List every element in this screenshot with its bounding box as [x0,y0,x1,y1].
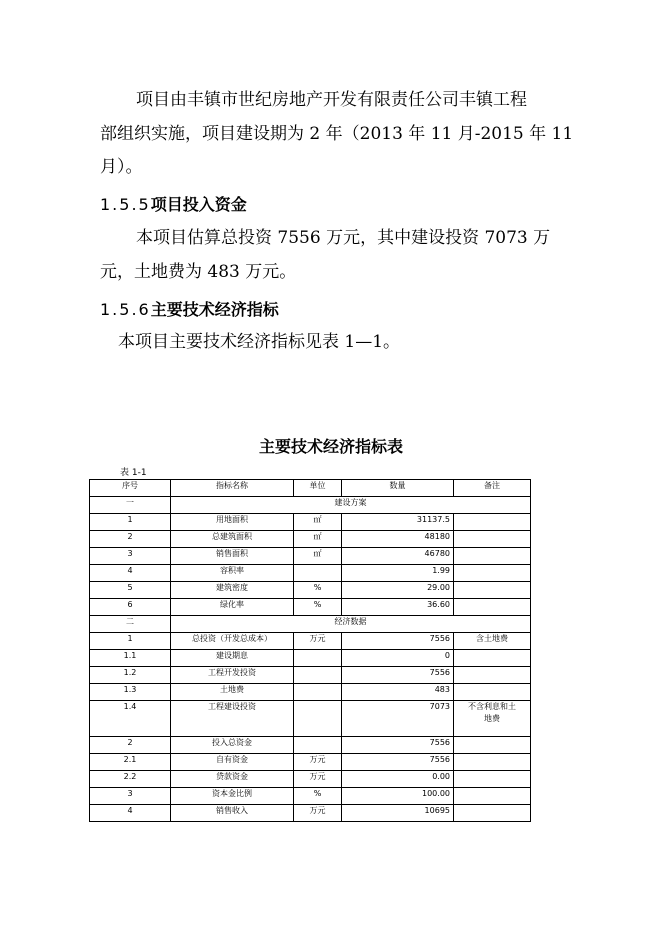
cell-unit: 万元 [294,771,342,788]
table-row [90,633,531,650]
table-label: 表 1-1 [120,468,147,478]
cell-no: 6 [90,599,171,616]
cell-no: 2.2 [90,771,171,788]
cell-qty: 1.99 [342,565,454,582]
cell-note [454,771,531,788]
cell-name: 用地面积 [171,514,294,531]
cell-name: 容积率 [171,565,294,582]
cell-note [454,788,531,805]
cell-name: 总投资（开发总成本） [171,633,294,650]
section-name: 经济数据 [171,616,531,633]
table-row [90,667,531,684]
table-row [90,650,531,667]
section-name: 建设方案 [171,497,531,514]
heading-1-5-6-text: 主要技术经济指标 [150,300,279,319]
cell-name: 绿化率 [171,599,294,616]
heading-1-5-5-text: 项目投入资金 [150,195,247,214]
cell-note-line-1: 不含利息和土 [468,702,516,711]
header-cell: 单位 [294,480,342,497]
header-cell: 指标名称 [171,480,294,497]
cell-note [454,548,531,565]
cell-qty: 100.00 [342,788,454,805]
table-row [90,531,531,548]
cell-unit [294,667,342,684]
cell-qty: 483 [342,684,454,701]
paragraph-2-line-2: 元，土地费为 483 万元。 [100,262,297,282]
cell-name: 建设期息 [171,650,294,667]
table-row [90,771,531,788]
cell-name: 总建筑面积 [171,531,294,548]
cell-note [454,701,531,737]
cell-unit: 万元 [294,633,342,650]
cell-name: 土地费 [171,684,294,701]
cell-unit [294,737,342,754]
table-row [90,582,531,599]
cell-note [454,582,531,599]
table-row [90,737,531,754]
cell-no: 1.1 [90,650,171,667]
heading-1-5-6-number: 1.5.6 [100,300,151,319]
cell-qty: 36.60 [342,599,454,616]
cell-qty: 31137.5 [342,514,454,531]
cell-no: 2 [90,531,171,548]
cell-no: 3 [90,788,171,805]
cell-no: 2.1 [90,754,171,771]
cell-qty: 46780 [342,548,454,565]
table-header-row [90,480,531,497]
cell-qty: 7556 [342,667,454,684]
cell-note [454,531,531,548]
cell-no: 1.3 [90,684,171,701]
cell-unit: 万元 [294,805,342,822]
cell-unit [294,684,342,701]
paragraph-2-line-1: 本项目估算总投资 7556 万元，其中建设投资 7073 万 [136,228,551,248]
indicator-table [89,479,531,822]
cell-no: 4 [90,805,171,822]
cell-no: 1.2 [90,667,171,684]
heading-1-5-6 [100,297,279,320]
cell-note [454,650,531,667]
table-row [90,788,531,805]
cell-name: 工程开发投资 [171,667,294,684]
header-cell: 备注 [454,480,531,497]
cell-name: 工程建设投资 [171,701,294,737]
cell-unit: ㎡ [294,548,342,565]
paragraph-3-line-1: 本项目主要技术经济指标见表 1—1。 [118,332,401,352]
cell-unit: % [294,788,342,805]
cell-note [454,667,531,684]
table-title: 主要技术经济指标表 [258,437,403,456]
table-row [90,701,531,737]
cell-note [454,684,531,701]
cell-no: 2 [90,737,171,754]
table-row [90,684,531,701]
cell-unit: ㎡ [294,531,342,548]
cell-note: 含土地费 [454,633,531,650]
cell-note [454,599,531,616]
section-number: 一 [90,497,171,514]
cell-qty: 29.00 [342,582,454,599]
section-row [90,497,531,514]
cell-unit: ㎡ [294,514,342,531]
header-cell: 序号 [90,480,171,497]
cell-no: 1 [90,633,171,650]
cell-no: 1.4 [90,701,171,737]
cell-note [454,514,531,531]
cell-name: 贷款资金 [171,771,294,788]
paragraph-1-line-2: 部组织实施，项目建设期为 2 年（2013 年 11 月-2015 年 11 [100,124,574,144]
table-row [90,599,531,616]
cell-note [454,805,531,822]
cell-no: 5 [90,582,171,599]
cell-qty: 7073 [342,701,454,737]
cell-name: 资本金比例 [171,788,294,805]
heading-1-5-5 [100,192,247,215]
cell-no: 3 [90,548,171,565]
paragraph-1-line-1: 项目由丰镇市世纪房地产开发有限责任公司丰镇工程 [136,90,527,110]
paragraph-1-line-3: 月）。 [100,157,143,177]
cell-note [454,565,531,582]
cell-unit [294,701,342,737]
cell-qty: 7556 [342,633,454,650]
cell-name: 自有资金 [171,754,294,771]
cell-qty: 0.00 [342,771,454,788]
cell-unit: % [294,599,342,616]
cell-name: 销售收入 [171,805,294,822]
cell-unit: 万元 [294,754,342,771]
section-row [90,616,531,633]
cell-unit: % [294,582,342,599]
cell-qty: 48180 [342,531,454,548]
cell-note [454,737,531,754]
cell-name: 投入总资金 [171,737,294,754]
cell-qty: 7556 [342,737,454,754]
header-cell: 数量 [342,480,454,497]
cell-name: 销售面积 [171,548,294,565]
table-row [90,548,531,565]
cell-no: 1 [90,514,171,531]
cell-note-line-2: 地费 [484,714,500,723]
cell-unit [294,650,342,667]
heading-1-5-5-number: 1.5.5 [100,195,151,214]
table-row [90,805,531,822]
cell-note [454,754,531,771]
cell-unit [294,565,342,582]
cell-no: 4 [90,565,171,582]
cell-qty: 10695 [342,805,454,822]
table-row [90,514,531,531]
cell-name: 建筑密度 [171,582,294,599]
cell-qty: 7556 [342,754,454,771]
table-row [90,565,531,582]
table-row [90,754,531,771]
cell-qty: 0 [342,650,454,667]
section-number: 二 [90,616,171,633]
